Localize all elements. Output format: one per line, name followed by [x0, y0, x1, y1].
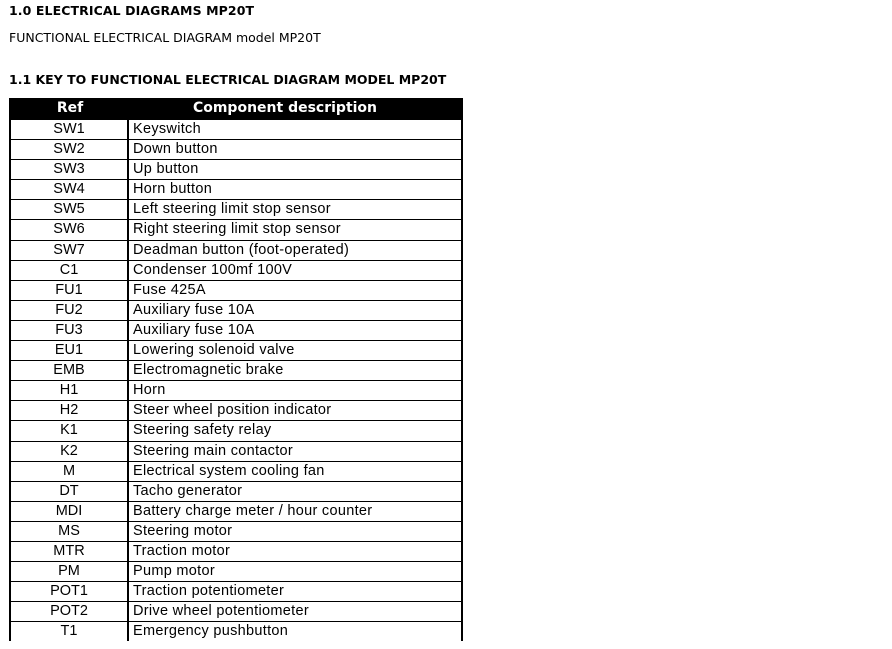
table-row — [11, 280, 461, 300]
table-row — [11, 461, 461, 481]
description-cell: Lowering solenoid valve — [133, 342, 295, 359]
description-cell: Left steering limit stop sensor — [133, 201, 331, 218]
ref-cell: FU2 — [11, 301, 129, 320]
table-row — [11, 139, 461, 159]
ref-cell: FU1 — [11, 281, 129, 300]
table-row — [11, 541, 461, 561]
description-cell: Horn button — [133, 181, 213, 198]
description-cell: Down button — [133, 141, 218, 158]
table-row — [11, 300, 461, 320]
description-cell: Deadman button (foot-operated) — [133, 241, 350, 258]
table-row — [11, 320, 461, 340]
ref-cell: EMB — [11, 361, 129, 380]
ref-cell: SW2 — [11, 140, 129, 159]
table-row — [11, 601, 461, 621]
description-cell: Keyswitch — [133, 121, 201, 137]
description-cell: Auxiliary fuse 10A — [133, 321, 255, 338]
ref-cell: T1 — [11, 622, 129, 641]
table-row — [11, 561, 461, 581]
description-cell: Traction potentiometer — [133, 583, 285, 600]
description-cell: Electromagnetic brake — [133, 362, 284, 379]
description-cell: Condenser 100mf 100V — [133, 261, 293, 278]
table-row — [11, 380, 461, 400]
header-description: Component description — [192, 100, 378, 116]
ref-cell: POT1 — [11, 582, 129, 601]
table-row — [11, 360, 461, 380]
ref-cell: FU3 — [11, 321, 129, 340]
description-cell: Right steering limit stop sensor — [133, 221, 341, 238]
description-cell: Battery charge meter / hour counter — [133, 502, 373, 519]
ref-cell: SW5 — [11, 200, 129, 219]
ref-cell: M — [11, 462, 129, 481]
ref-cell: EU1 — [11, 341, 129, 360]
table-row — [11, 501, 461, 521]
section-title: 1.1 KEY TO FUNCTIONAL ELECTRICAL DIAGRAM MODEL MP20T — [9, 72, 447, 87]
ref-cell: H2 — [11, 401, 129, 420]
table-row — [11, 581, 461, 601]
table-row — [11, 240, 461, 260]
table-row — [11, 179, 461, 199]
table-row — [11, 420, 461, 440]
ref-cell: MS — [11, 522, 129, 541]
description-cell: Steering safety relay — [133, 422, 272, 439]
description-cell: Steering main contactor — [133, 442, 294, 459]
description-cell: Tacho generator — [133, 482, 243, 499]
ref-cell: POT2 — [11, 602, 129, 621]
table-header — [11, 98, 461, 119]
table-row — [11, 521, 461, 541]
ref-cell: PM — [11, 562, 129, 581]
table-row — [11, 119, 461, 139]
table-row — [11, 159, 461, 179]
description-cell: Electrical system cooling fan — [133, 462, 325, 479]
table-row — [11, 260, 461, 280]
ref-cell: DT — [11, 482, 129, 501]
description-cell: Up button — [133, 161, 199, 178]
table-row — [11, 441, 461, 461]
table-body — [11, 119, 461, 641]
table-row — [11, 340, 461, 360]
description-cell: Pump motor — [133, 563, 215, 580]
diagram-subheading: FUNCTIONAL ELECTRICAL DIAGRAM model MP20T — [9, 30, 321, 45]
description-cell: Auxiliary fuse 10A — [133, 301, 255, 318]
ref-cell: K1 — [11, 421, 129, 440]
component-table — [9, 98, 463, 641]
ref-cell: MTR — [11, 542, 129, 561]
table-row — [11, 621, 461, 641]
ref-cell: H1 — [11, 381, 129, 400]
table-row — [11, 219, 461, 239]
ref-cell: MDI — [11, 502, 129, 521]
description-cell: Traction motor — [133, 542, 231, 559]
description-cell: Steer wheel position indicator — [133, 402, 332, 419]
description-cell: Steering motor — [133, 522, 233, 539]
description-cell: Drive wheel potentiometer — [133, 603, 309, 620]
table-row — [11, 481, 461, 501]
page-heading: 1.0 ELECTRICAL DIAGRAMS MP20T — [9, 3, 255, 18]
ref-cell: SW1 — [11, 120, 129, 139]
header-ref: Ref — [56, 100, 84, 116]
table-row — [11, 199, 461, 219]
description-cell: Horn — [133, 382, 166, 399]
ref-cell: SW4 — [11, 180, 129, 199]
ref-cell: SW7 — [11, 241, 129, 260]
ref-cell: C1 — [11, 261, 129, 280]
description-cell: Emergency pushbutton — [133, 623, 289, 640]
table-row — [11, 400, 461, 420]
ref-cell: K2 — [11, 442, 129, 461]
ref-cell: SW3 — [11, 160, 129, 179]
ref-cell: SW6 — [11, 220, 129, 239]
description-cell: Fuse 425A — [133, 281, 206, 298]
